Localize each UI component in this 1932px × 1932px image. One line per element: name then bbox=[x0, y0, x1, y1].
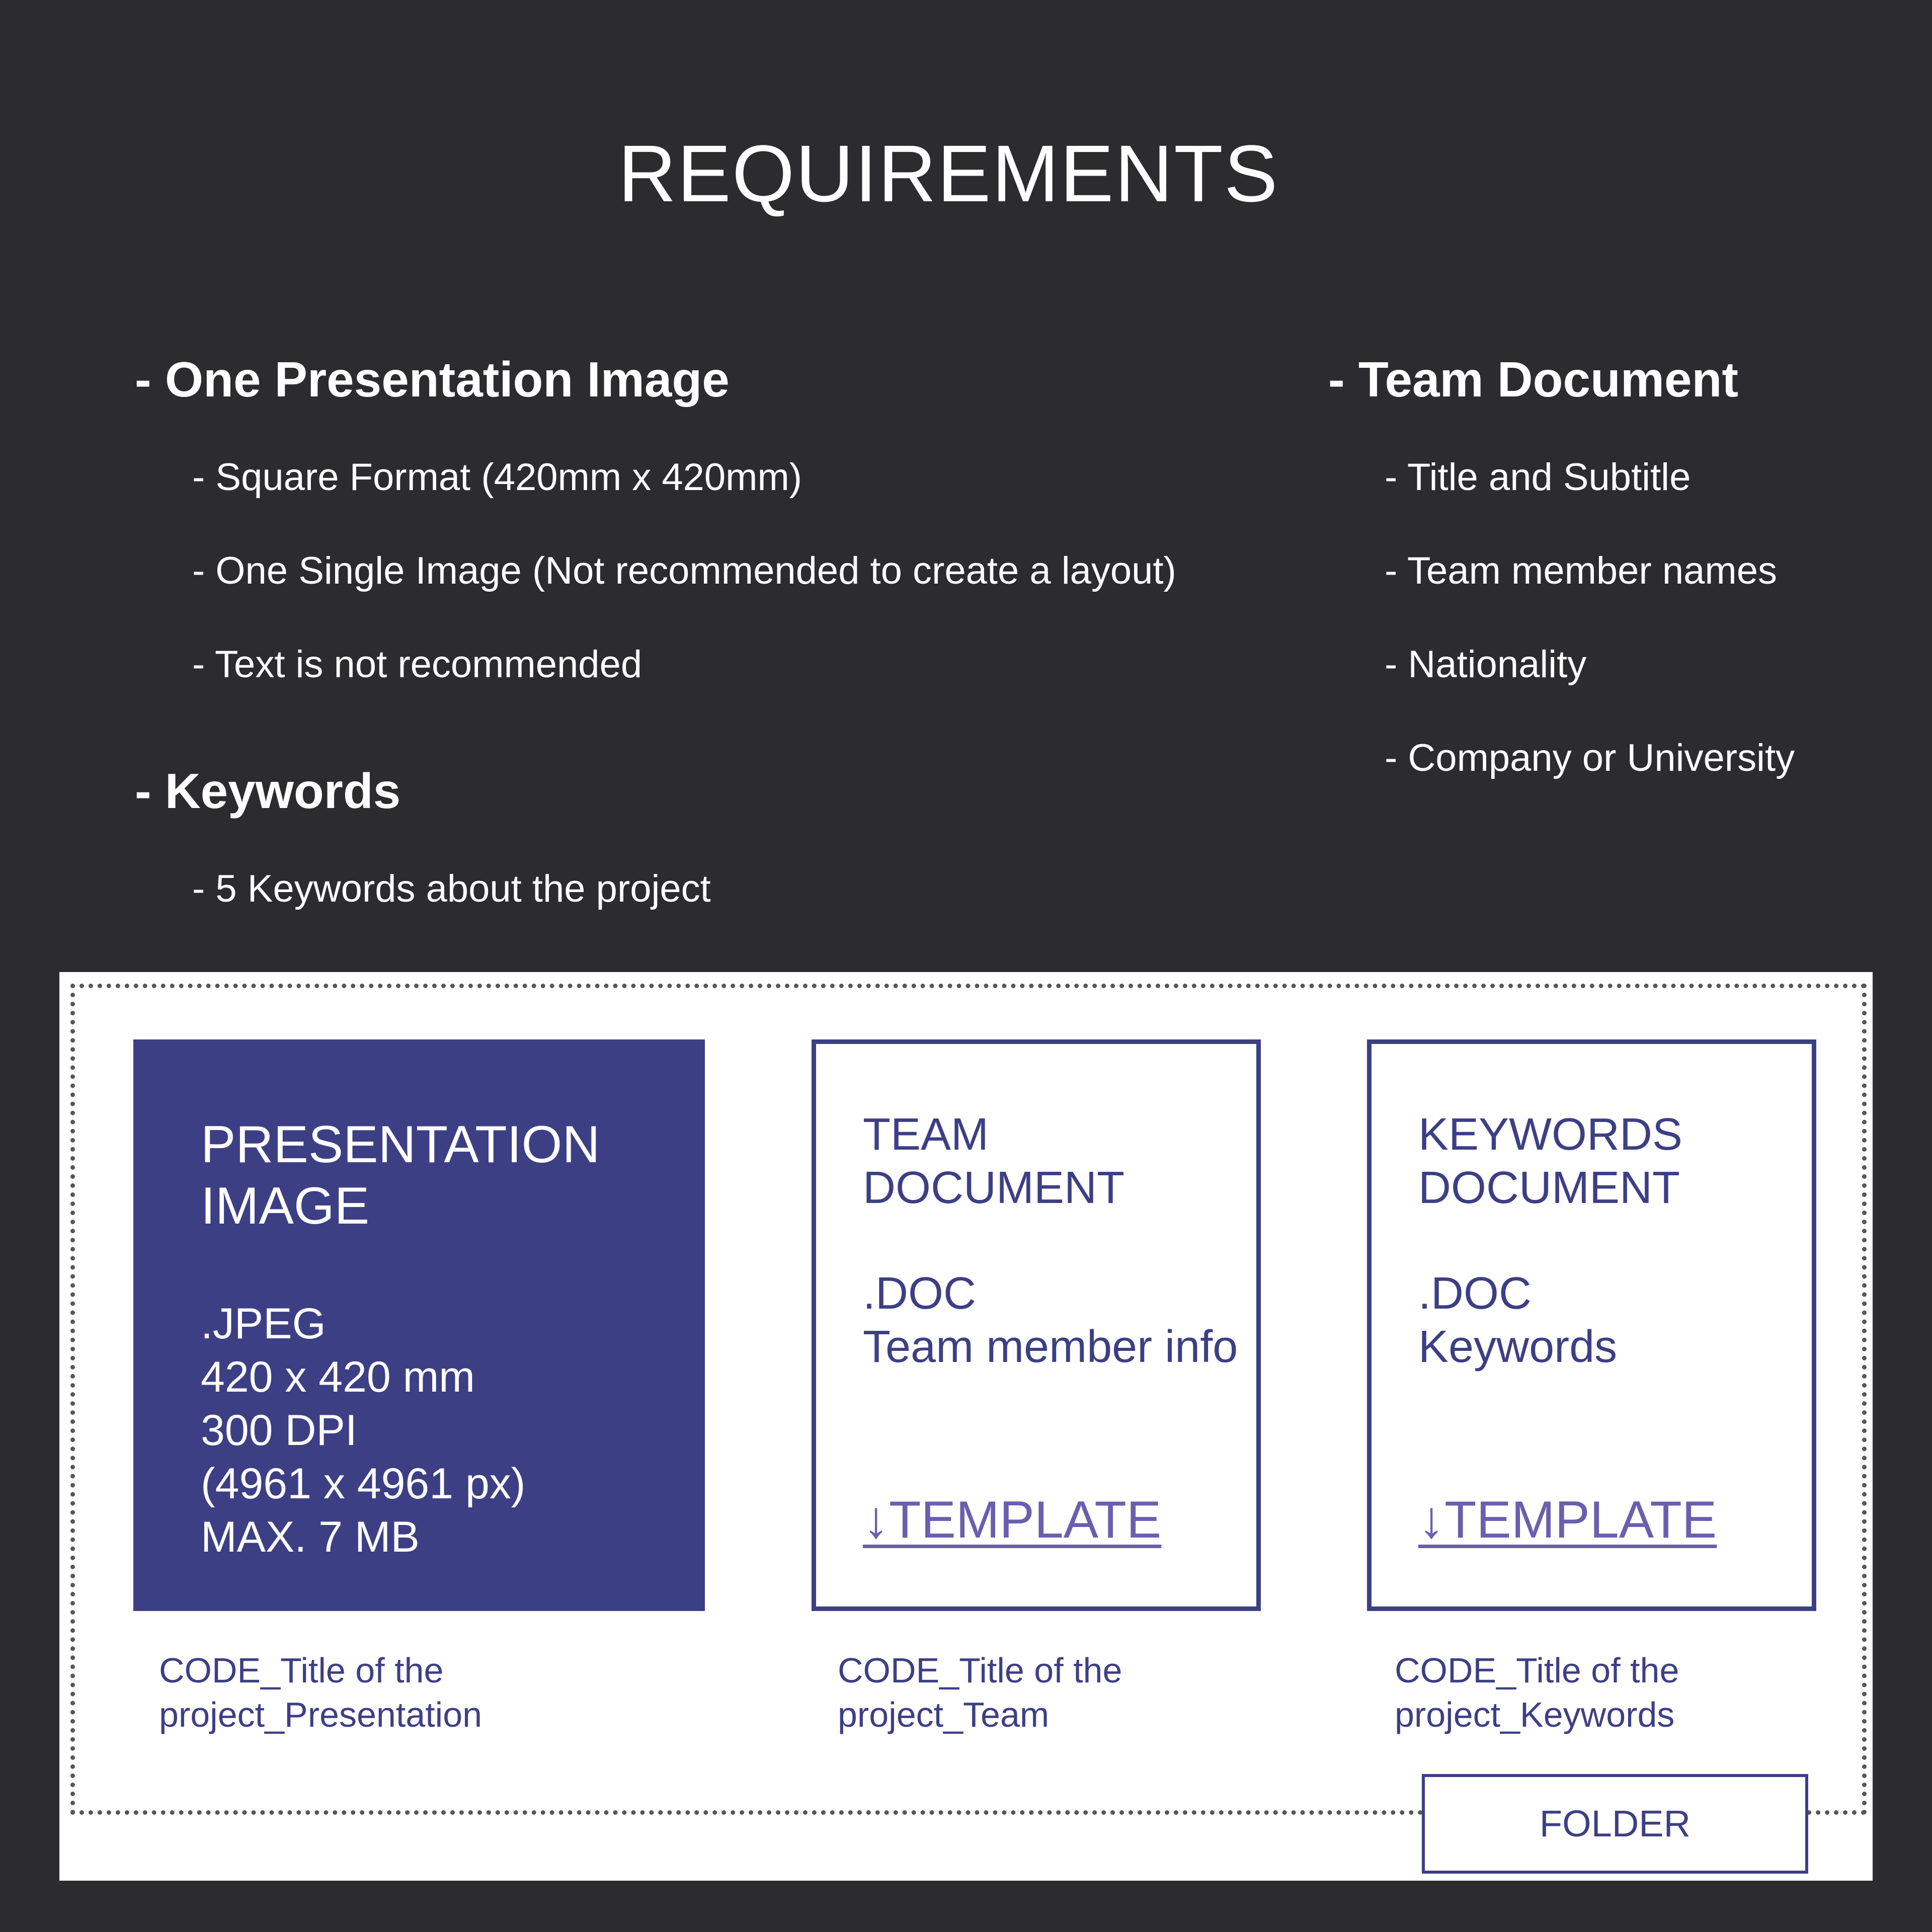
presentation-item-text: - Text is not recommended bbox=[192, 643, 642, 686]
keywords-filename: CODE_Title of the project_Keywords bbox=[1395, 1651, 1679, 1734]
folder-label: FOLDER bbox=[1422, 1774, 1808, 1874]
keywords-heading: - Keywords bbox=[135, 763, 401, 819]
keywords-template-link[interactable]: ↓TEMPLATE bbox=[1418, 1491, 1717, 1549]
presentation-item-single: - One Single Image (Not recommended to create a layout) bbox=[192, 549, 1176, 592]
team-template-link[interactable]: ↓TEMPLATE bbox=[863, 1491, 1162, 1549]
team-document-card bbox=[812, 1039, 1261, 1611]
keywords-card-spec: .DOC Keywords bbox=[1418, 1268, 1618, 1372]
team-card-title: TEAM DOCUMENT bbox=[863, 1109, 1124, 1213]
presentation-card-spec: .JPEG 420 x 420 mm 300 DPI (4961 x 4961 px) MAX. 7 MB bbox=[201, 1300, 526, 1561]
presentation-filename: CODE_Title of the project_Presentation bbox=[159, 1651, 482, 1734]
team-filename: CODE_Title of the project_Team bbox=[838, 1651, 1122, 1734]
team-item-names: - Team member names bbox=[1385, 549, 1777, 592]
team-card-spec: .DOC Team member info bbox=[863, 1268, 1238, 1372]
team-item-company: - Company or University bbox=[1385, 737, 1795, 779]
keywords-card-title: KEYWORDS DOCUMENT bbox=[1418, 1109, 1683, 1213]
presentation-item-format: - Square Format (420mm x 420mm) bbox=[192, 456, 802, 499]
presentation-image-card bbox=[133, 1039, 705, 1611]
keywords-item-count: - 5 Keywords about the project bbox=[192, 867, 711, 910]
keywords-document-card bbox=[1367, 1039, 1816, 1611]
page-title: REQUIREMENTS bbox=[618, 128, 1279, 218]
team-item-nationality: - Nationality bbox=[1385, 643, 1587, 686]
presentation-heading: - One Presentation Image bbox=[135, 352, 730, 407]
presentation-card-title: PRESENTATION IMAGE bbox=[201, 1115, 600, 1235]
team-heading: - Team Document bbox=[1328, 352, 1738, 407]
team-item-title: - Title and Subtitle bbox=[1385, 456, 1691, 499]
